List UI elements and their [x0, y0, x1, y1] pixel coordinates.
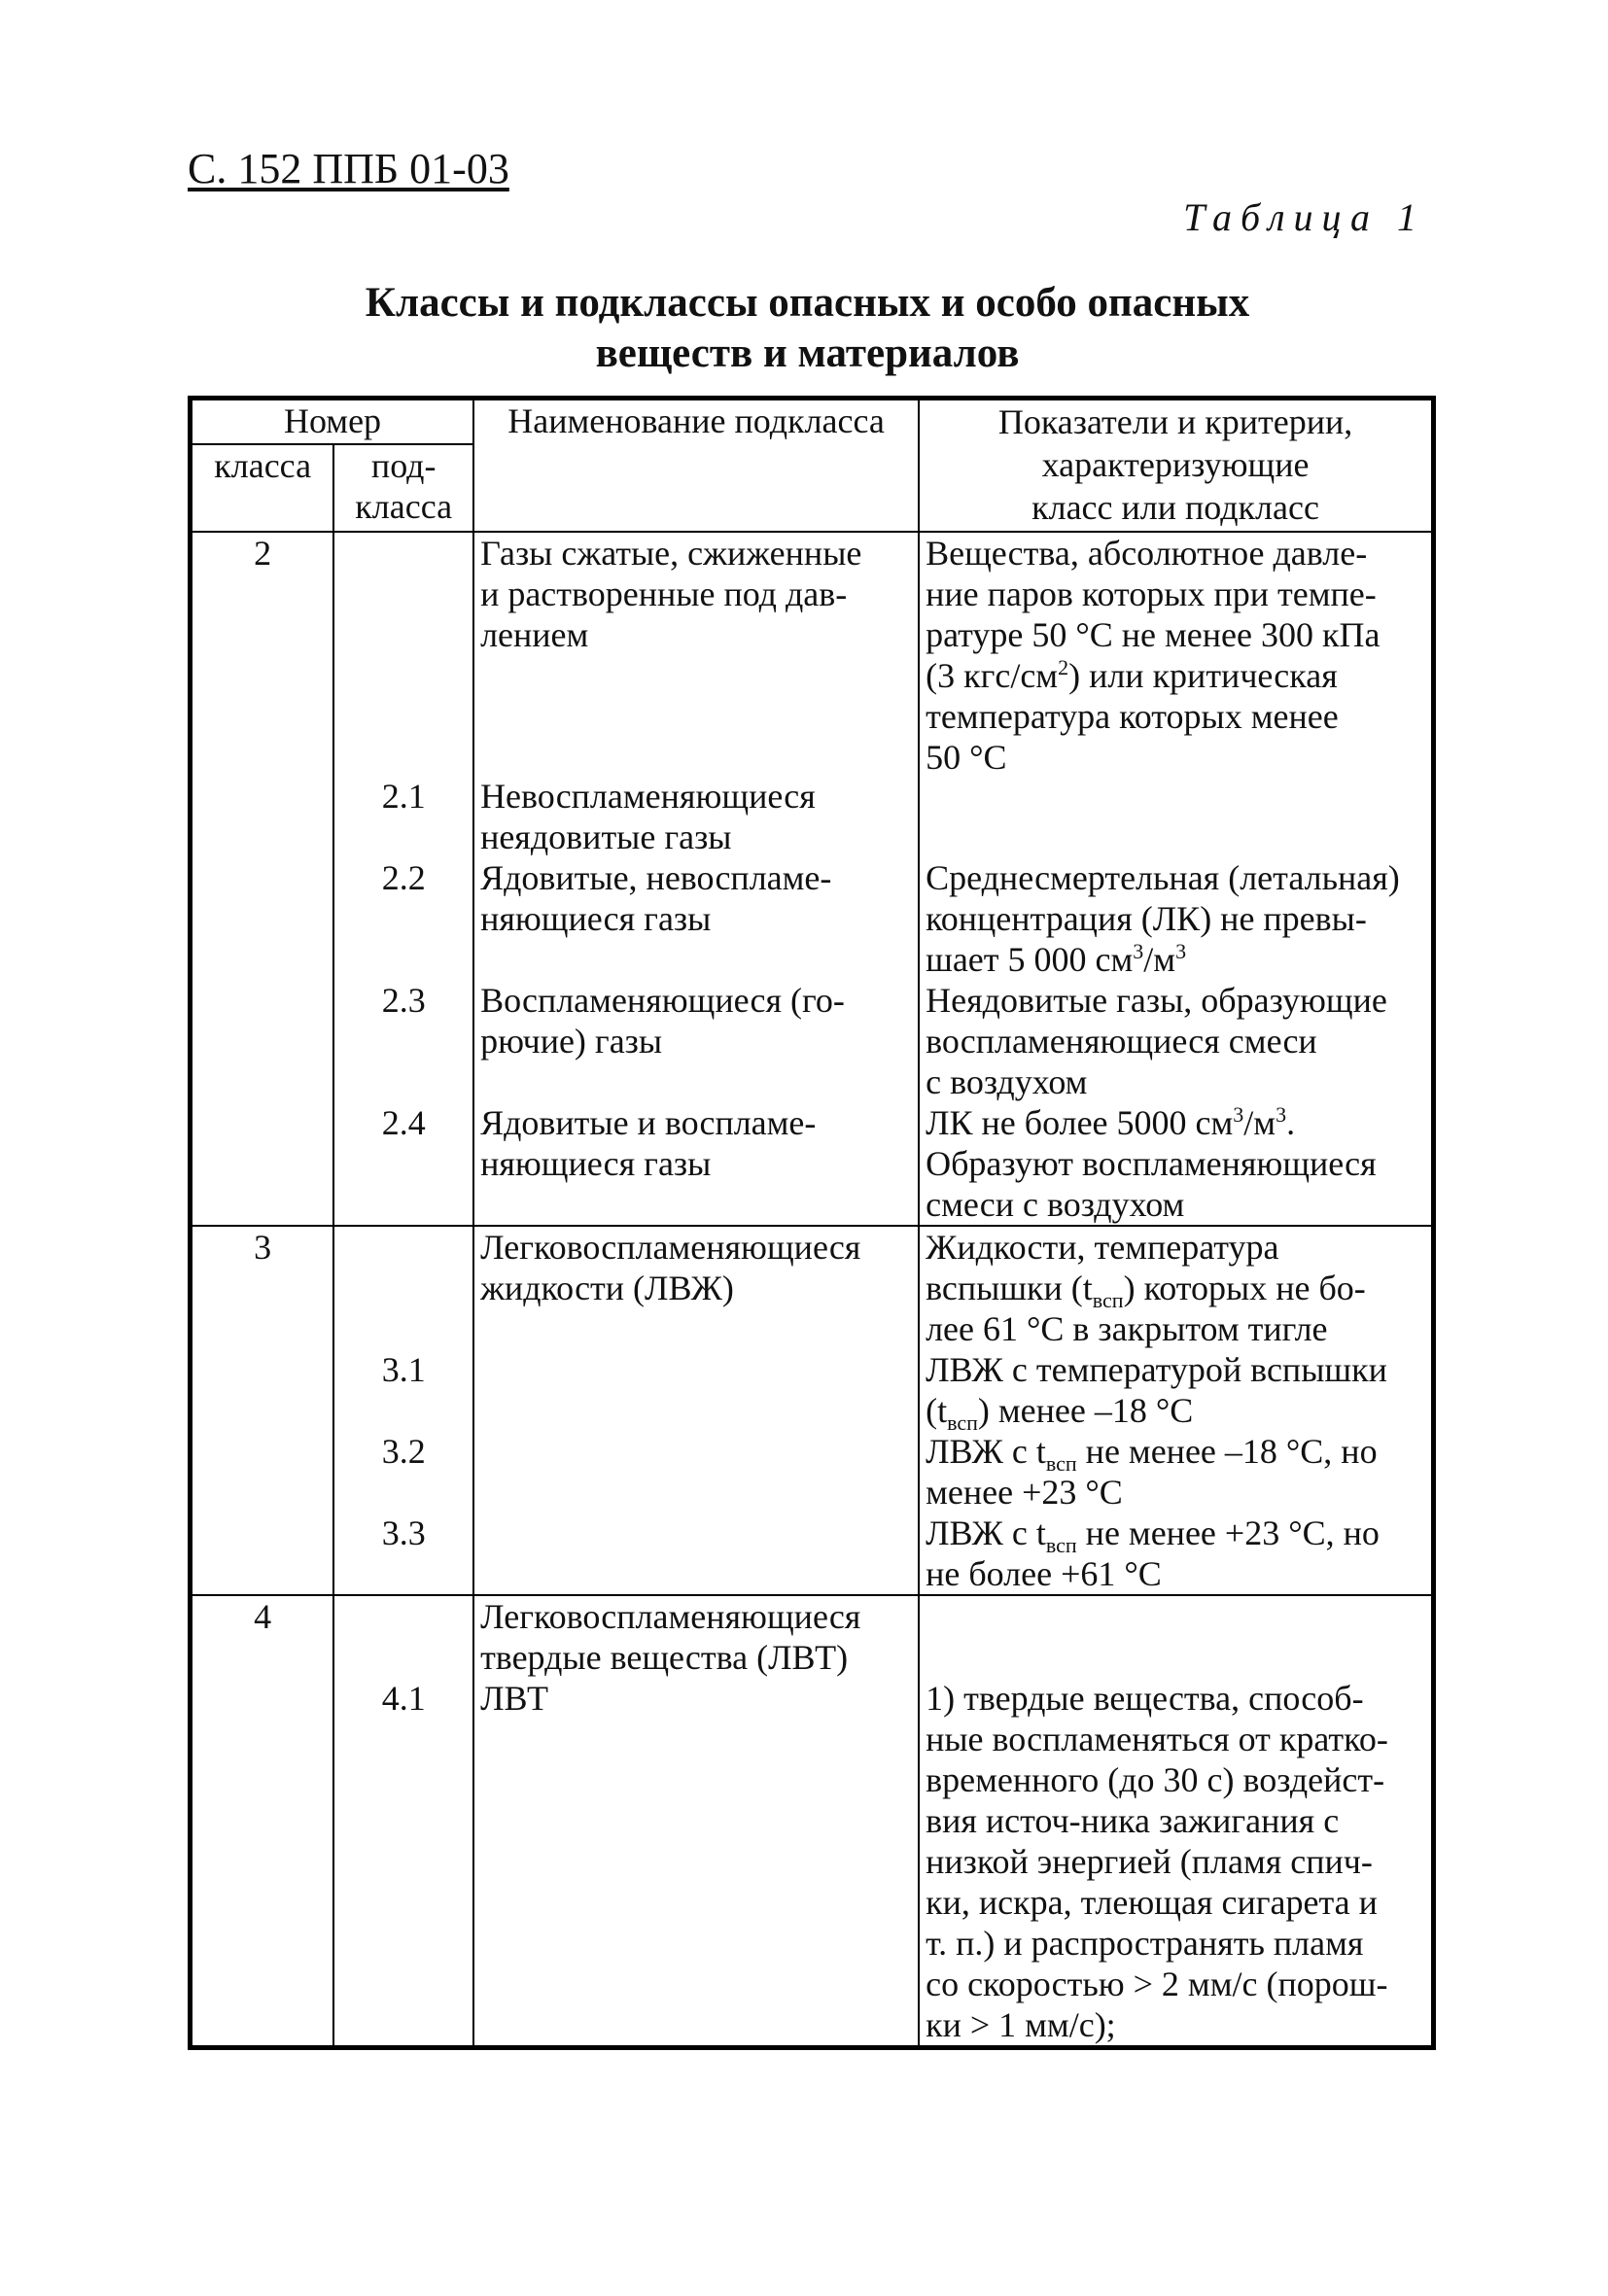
subclass-3-2: 3.2	[381, 1432, 426, 1471]
subclass-4-1: 4.1	[381, 1679, 426, 1718]
subclass-3-1-criteria: ЛВЖ с температурой вспышки $(t_{всп})$ менее –18 °С	[926, 1350, 1387, 1436]
title-line-2: веществ и материалов	[595, 330, 1020, 376]
subclass-2-1-criteria	[926, 776, 1425, 857]
subclass-2-3-criteria: Неядовитые газы, образующие воспламеняющиеся смеси с воздухом	[926, 981, 1387, 1101]
subclass-2-2-criteria: Среднесмертельная (летальная) концентрация (ЛК) не превы- шает 5 000 $см^3/м^3$	[926, 858, 1400, 979]
subclass-column	[333, 532, 473, 1226]
subclass-2-3: 2.3	[381, 981, 426, 1020]
subclass-name-column	[473, 532, 919, 1226]
class-2-criteria: Вещества, абсолютное давле- ние паров которых при темпе- ратуре 50 °С не менее 300 кПа (3 кгс/$см^2$) или критическая температура которых менее 50 °С	[926, 534, 1381, 777]
subclass-2-2-name: Ядовитые, невоспламе- няющиеся газы	[480, 858, 832, 938]
class-row-3	[191, 1226, 1434, 1595]
page-header: С. 152 ППБ 01-03	[188, 145, 509, 192]
subclass-4-1-name: ЛВТ	[480, 1679, 549, 1718]
class-number: 4	[191, 1595, 334, 2048]
header-number: Номер	[191, 399, 474, 445]
header-criteria: Показатели и критерии, характеризующие класс или подкласс	[919, 399, 1433, 533]
title-line-1: Классы и подклассы опасных и особо опасных	[365, 280, 1250, 326]
subclass-name-column	[473, 1226, 919, 1595]
subclass-4-1-criteria: 1) твердые вещества, способ- ные воспламеняться от кратко- временного (до 30 с) воздейст- вия источ-ника зажигания с низкой энергией (пламя спич- ки, искра, тлеющая сигарета и т. п.) и распространять пламя со скоростью > 2 мм/с (порош- ки > 1 мм/с);	[926, 1679, 1388, 2044]
criteria-column	[919, 1226, 1433, 1595]
class-3-name: Легковоспламеняющиеся жидкости (ЛВЖ)	[480, 1228, 861, 1307]
header-subclass: под- класса	[333, 444, 473, 532]
subclass-2-1: 2.1	[381, 777, 426, 816]
subclass-name-column	[473, 1595, 919, 2048]
subclass-3-3: 3.3	[381, 1513, 426, 1552]
criteria-column	[919, 532, 1433, 1226]
class-2-name: Газы сжатые, сжиженные и растворенные под дав- лением	[480, 534, 862, 654]
subclass-2-2: 2.2	[381, 858, 426, 897]
classes-table	[188, 396, 1436, 2050]
class-number: 3	[191, 1226, 334, 1595]
header-name: Наименование подкласса	[473, 399, 919, 533]
class-number: 2	[191, 532, 334, 1226]
table-title	[188, 278, 1427, 379]
subclass-3-2-criteria: ЛВЖ с $t_{всп}$ не менее –18 °С, но менее +23 °С	[926, 1432, 1378, 1512]
subclass-3-3-criteria: ЛВЖ с $t_{всп}$ не менее +23 °С, но не более +61 °С	[926, 1513, 1380, 1593]
subclass-column	[333, 1226, 473, 1595]
criteria-column	[919, 1595, 1433, 2048]
class-4-name: Легковоспламеняющиеся твердые вещества (ЛВТ)	[480, 1597, 861, 1677]
subclass-column	[333, 1595, 473, 2048]
subclass-2-1-name: Невоспламеняющиеся неядовитые газы	[480, 777, 816, 856]
subclass-2-4: 2.4	[381, 1103, 426, 1142]
class-row-2	[191, 532, 1434, 1226]
table-label: Таблица 1	[1183, 195, 1425, 239]
subclass-2-4-name: Ядовитые и воспламе- няющиеся газы	[480, 1103, 817, 1183]
subclass-3-1: 3.1	[381, 1350, 426, 1389]
header-row	[191, 399, 1434, 445]
class-3-criteria: Жидкости, температура вспышки $(t_{всп})$ которых не бо- лее 61 °С в закрытом тигле	[926, 1228, 1366, 1348]
class-row-4	[191, 1595, 1434, 2048]
subclass-2-4-criteria: ЛК не более 5000 $см^3/м^3$. Образуют воспламеняющиеся смеси с воздухом	[926, 1102, 1377, 1224]
header-class: класса	[191, 444, 334, 532]
subclass-2-3-name: Воспламеняющиеся (го- рючие) газы	[480, 981, 845, 1061]
